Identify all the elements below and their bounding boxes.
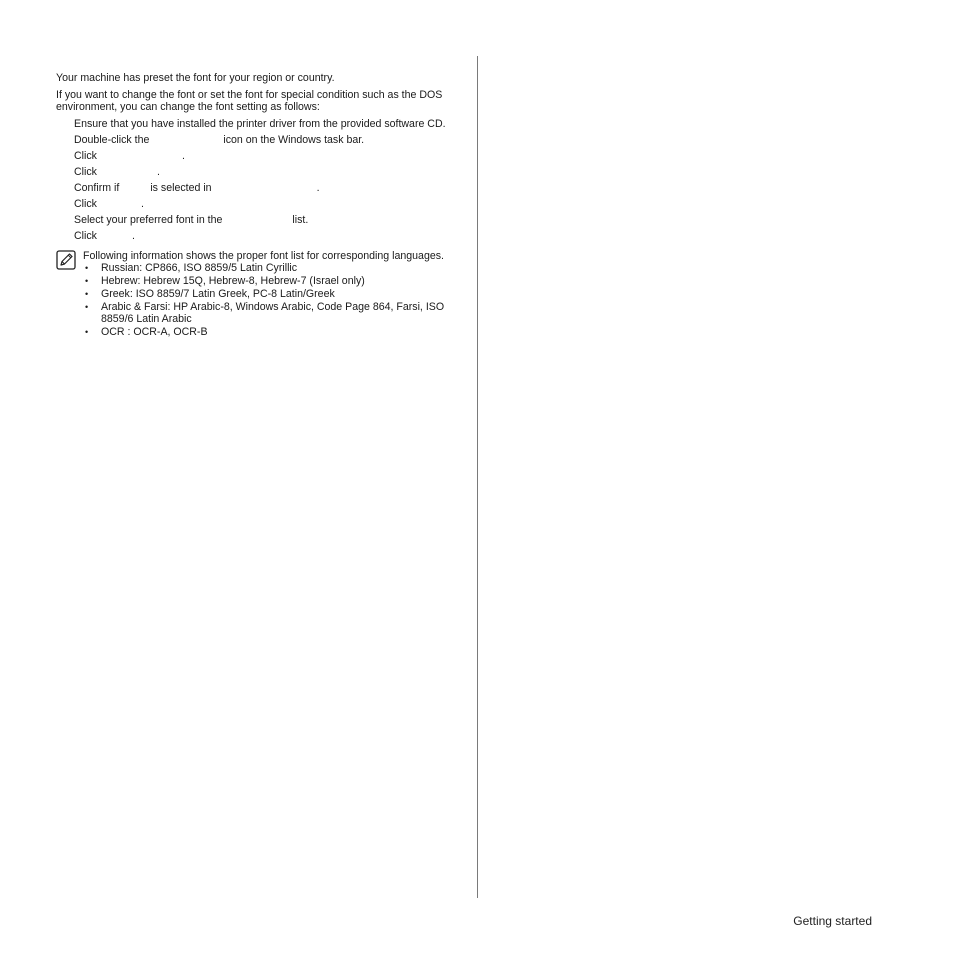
- step-6-text-a: Click: [74, 198, 97, 210]
- step-4: [74, 166, 446, 178]
- step-5-text-b: is selected in: [150, 182, 212, 194]
- footer-section-title: Getting started: [793, 914, 872, 928]
- list-item: • Russian: CP866, ISO 8859/5 Latin Cyrillic: [83, 262, 446, 274]
- step-4-text-a: Click: [74, 166, 97, 178]
- step-3-text-b: .: [181, 150, 185, 162]
- step-8-text-a: Click: [74, 230, 97, 242]
- step-7: [74, 214, 446, 226]
- step-1: [74, 118, 446, 130]
- step-6-text-b: .: [140, 198, 144, 210]
- step-7-text-a: Select your preferred font in the: [74, 214, 223, 226]
- step-7-text-b: list.: [292, 214, 309, 226]
- list-item: • OCR : OCR-A, OCR-B: [83, 326, 446, 338]
- note-box: [56, 250, 446, 338]
- step-2-text-b: icon on the Windows task bar.: [223, 134, 365, 146]
- intro-paragraph-2: If you want to change the font or set the font for special condition such as the DOS environment, you can change the font setting as follows:: [56, 89, 443, 113]
- step-5: [74, 182, 446, 194]
- left-column: [56, 72, 446, 339]
- step-8-text-b: .: [131, 230, 135, 242]
- step-3: [74, 150, 446, 162]
- step-5-text-c: .: [316, 182, 320, 194]
- list-item: • Hebrew: Hebrew 15Q, Hebrew-8, Hebrew-7 (Israel only): [83, 275, 446, 287]
- list-item: • Arabic & Farsi: HP Arabic-8, Windows Arabic, Code Page 864, Farsi, ISO 8859/6 Latin Arabic: [83, 301, 446, 325]
- intro-paragraph-1: Your machine has preset the font for your region or country.: [56, 72, 335, 84]
- step-2: [74, 134, 446, 146]
- step-6: [74, 198, 446, 210]
- step-1-text: Ensure that you have installed the printer driver from the provided software CD.: [74, 118, 446, 130]
- column-divider: [477, 56, 478, 898]
- steps-list: [56, 118, 446, 242]
- note-pencil-icon: [56, 250, 76, 270]
- step-4-text-b: .: [156, 166, 160, 178]
- step-5-text-a: Confirm if: [74, 182, 120, 194]
- note-text: Following information shows the proper font list for corresponding languages.: [83, 250, 444, 262]
- font-list: [83, 262, 446, 338]
- step-2-text-a: Double-click the: [74, 134, 150, 146]
- list-item: • Greek: ISO 8859/7 Latin Greek, PC-8 Latin/Greek: [83, 288, 446, 300]
- step-8: [74, 230, 446, 242]
- step-3-text-a: Click: [74, 150, 97, 162]
